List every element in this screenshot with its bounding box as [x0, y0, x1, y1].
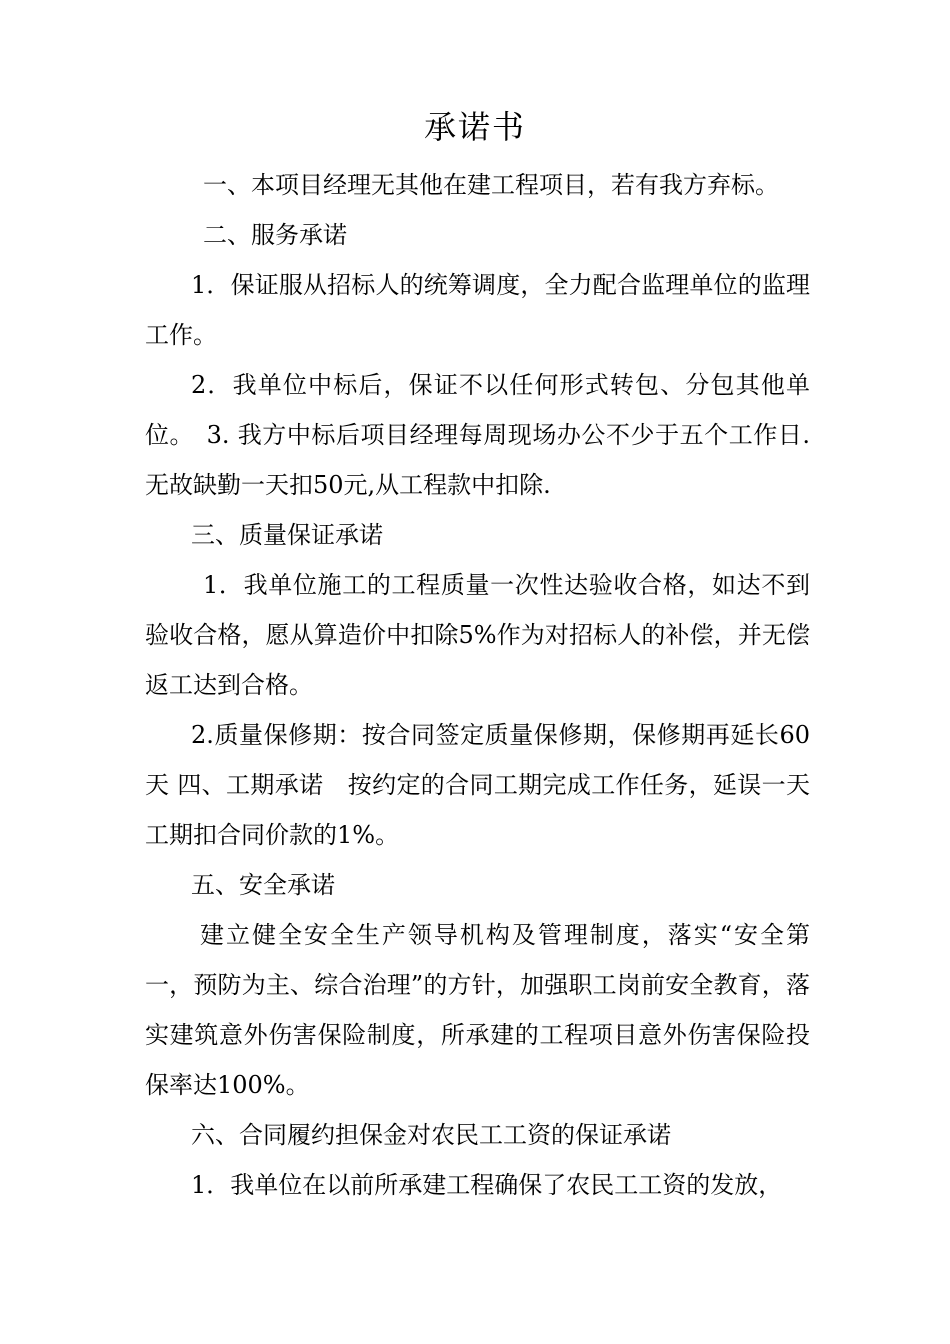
heading-wage-guarantee-commitment: 六、合同履约担保金对农民工工资的保证承诺 — [191, 1121, 671, 1149]
paragraph-1-project-manager: 一、本项目经理无其他在建工程项目，若有我方弃标。 — [203, 171, 779, 199]
heading-service-commitment: 二、服务承诺 — [203, 221, 347, 249]
paragraph-wage-item-1: 1．我单位在以前所承建工程确保了农民工工资的发放， — [191, 1171, 783, 1199]
heading-safety-commitment: 五、安全承诺 — [191, 871, 335, 899]
paragraph-service-items-2-3: 2．我单位中标后，保证不以任何形式转包、分包其他单位。 3. 我方中标后项目经理每周现场办公不少于五个工作日.无故缺勤一天扣50元,从工程款中扣除. — [145, 371, 810, 499]
heading-quality-commitment: 三、质量保证承诺 — [191, 521, 383, 549]
paragraph-safety-commitment: 建立健全安全生产领导机构及管理制度，落实“安全第一，预防为主、综合治理”的方针，加强职工岗前安全教育，落实建筑意外伤害保险制度，所承建的工程项目意外伤害保险投保率达100%。 — [145, 921, 810, 1099]
document-body — [145, 160, 810, 1210]
paragraph-quality-warranty-and-schedule: 2.质量保修期：按合同签定质量保修期，保修期再延长60 天 四、工期承诺 按约定的合同工期完成工作任务，延误一天工期扣合同价款的1%。 — [145, 721, 810, 849]
document-title: 承诺书 — [423, 108, 526, 146]
paragraph-quality-item-1: 1．我单位施工的工程质量一次性达验收合格，如达不到验收合格，愿从算造价中扣除5%作为对招标人的补偿，并无偿返工达到合格。 — [145, 571, 810, 699]
paragraph-service-item-1: 1．保证服从招标人的统筹调度，全力配合监理单位的监理工作。 — [145, 271, 810, 349]
